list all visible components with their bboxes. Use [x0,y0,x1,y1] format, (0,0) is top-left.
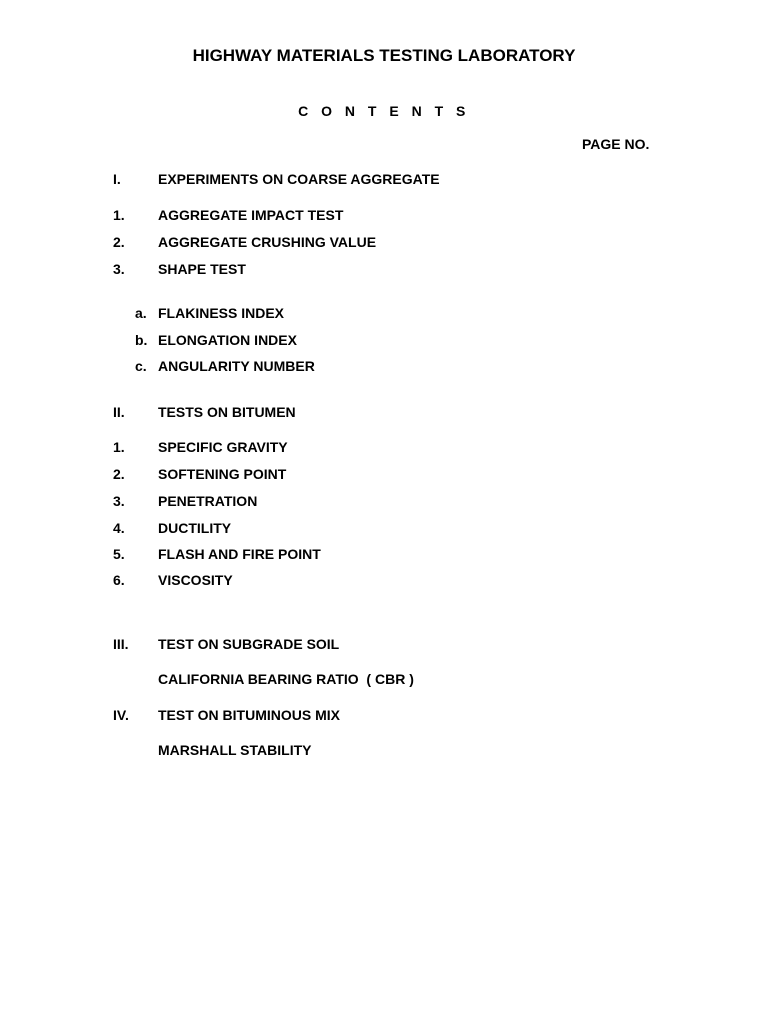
toc-item-specific-gravity: SPECIFIC GRAVITY [158,439,288,455]
toc-item-aggregate-impact-test: AGGREGATE IMPACT TEST [158,207,344,223]
document-title: HIGHWAY MATERIALS TESTING LABORATORY [192,46,576,65]
toc-item-california-bearing-ratio: CALIFORNIA BEARING RATIO ( CBR ) [158,671,414,687]
toc-item-flash-and-fire-point: FLASH AND FIRE POINT [158,546,321,562]
item-marker: 1. [113,207,125,223]
item-marker: 6. [113,572,125,588]
item-marker: 5. [113,546,125,562]
toc-item-softening-point: SOFTENING POINT [158,466,287,482]
toc-subitem-flakiness-index: FLAKINESS INDEX [158,305,285,321]
item-marker: 3. [113,493,125,509]
contents-heading: C O N T E N T S [298,103,470,119]
toc-item-shape-test: SHAPE TEST [158,261,246,277]
toc-subitem-angularity-number: ANGULARITY NUMBER [158,358,315,374]
toc-item-marshall-stability: MARSHALL STABILITY [158,742,312,758]
toc-item-viscosity: VISCOSITY [158,572,233,588]
item-marker: 3. [113,261,125,277]
section-marker: IV. [113,707,129,723]
item-marker: 1. [113,439,125,455]
toc-item-ductility: DUCTILITY [158,520,232,536]
toc-item-penetration: PENETRATION [158,493,258,509]
section-marker: I. [113,171,121,187]
item-marker: 2. [113,466,125,482]
section-heading: TESTS ON BITUMEN [158,404,296,420]
section-heading: TEST ON BITUMINOUS MIX [158,707,340,723]
page-no-label: PAGE NO. [582,136,650,152]
item-marker: 4. [113,520,125,536]
toc-subitem-elongation-index: ELONGATION INDEX [158,332,297,348]
subitem-marker: c. [135,358,147,374]
section-marker: II. [113,404,125,420]
section-heading: EXPERIMENTS ON COARSE AGGREGATE [158,171,440,187]
section-marker: III. [113,636,129,652]
subitem-marker: b. [135,332,148,348]
subitem-marker: a. [135,305,147,321]
item-marker: 2. [113,234,125,250]
section-heading: TEST ON SUBGRADE SOIL [158,636,340,652]
toc-item-aggregate-crushing-value: AGGREGATE CRUSHING VALUE [158,234,377,250]
